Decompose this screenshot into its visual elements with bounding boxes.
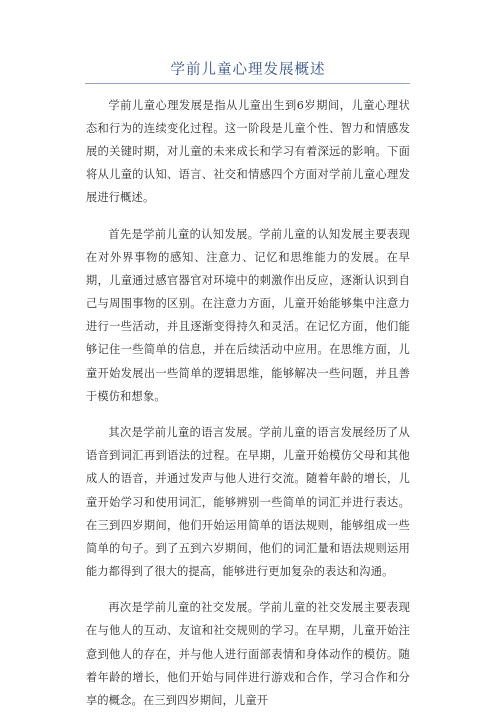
paragraph-language: 其次是学前儿童的语言发展。学前儿童的语言发展经历了从语音到词汇再到语法的过程。在早期，儿童开始模仿父母和其他成人的语音，并通过发声与他人进行交流。随着年龄的增长，儿童开始学习和使用词汇，能够辨别一些简单的词汇并进行表达。在三到四岁期间，他们开始运用简单的语法规则，能够组成一些简单的句子。到了五到六岁期间，他们的词汇量和语法规则运用能力都得到了很大的提高，能够进行更加复杂的表达和沟通。 (86, 426, 410, 578)
title-divider (85, 83, 410, 84)
paragraph-intro: 学前儿童心理发展是指从儿童出生到6岁期间，儿童心理状态和行为的连续变化过程。这一阶段是儿童个性、智力和情感发展的关键时期，对儿童的未来成长和学习有着深远的影响。下面将从儿童的认知、语言、社交和情感四个方面对学前儿童心理发展进行概述。 (86, 99, 410, 205)
paragraph-social: 再次是学前儿童的社交发展。学前儿童的社交发展主要表现在与他人的互动、友谊和社交规则的学习。在早期，儿童开始注意到他人的存在，并与他人进行面部表情和身体动作的模仿。随着年龄的增长，他们开始与同伴进行游戏和合作，学习合作和分享的概念。在三到四岁期间，儿童开 (86, 601, 410, 707)
paragraph-cognitive: 首先是学前儿童的认知发展。学前儿童的认知发展主要表现在对外界事物的感知、注意力、记忆和思维能力的发展。在早期，儿童通过感官器官对环境中的刺激作出反应，逐渐认识到自己与周围事物的区别。在注意力方面，儿童开始能够集中注意力进行一些活动，并且逐渐变得持久和灵活。在记忆方面，他们能够记住一些简单的信息，并在后续活动中应用。在思维方面，儿童开始发展出一些简单的逻辑思维，能够解决一些问题，并且善于模仿和想象。 (86, 227, 410, 403)
document-body (86, 94, 410, 725)
document-title: 学前儿童心理发展概述 (170, 62, 326, 78)
